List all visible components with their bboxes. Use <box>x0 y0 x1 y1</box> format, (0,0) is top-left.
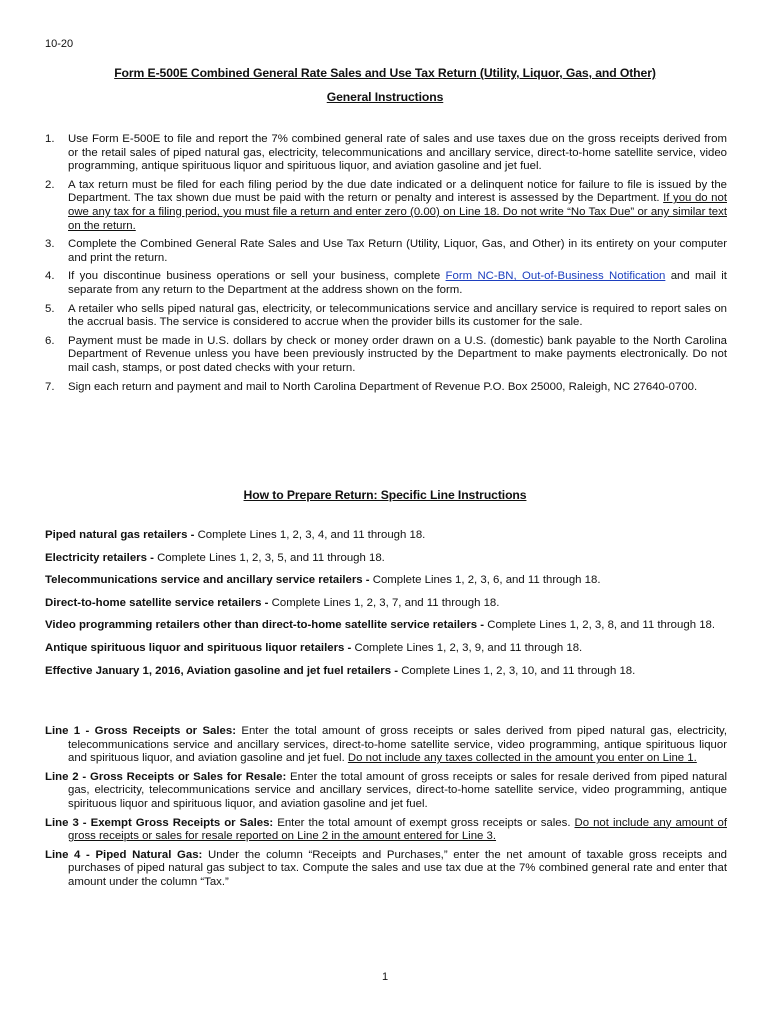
retailer-item <box>45 529 727 543</box>
retailer-text: Complete Lines 1, 2, 3, 10, and 11 through 18. <box>401 664 636 677</box>
item-number: 7. <box>45 380 55 393</box>
item-number: 6. <box>45 334 55 347</box>
item-text: Complete the Combined General Rate Sales and Use Tax Return (Utility, Liquor, Gas, and Other) in its entirety on your computer and print the return. <box>68 238 727 264</box>
retailer-text: Complete Lines 1, 2, 3, 6, and 11 through 18. <box>372 574 601 587</box>
item-text: Use Form E-500E to file and report the 7% combined general rate of sales and use taxes due on the gross receipts derived from or the retail sales of piped natural gas, electricity, telecommunications and ancillary service, direct-to-home satellite service, video programming, antique spirituous liquor and spirituous liquor, and aviation gasoline and jet fuel. <box>68 133 727 173</box>
specific-instructions-heading: How to Prepare Return: Specific Line Instructions <box>243 488 527 502</box>
line-instructions <box>45 725 727 895</box>
item-text: and mail it separate from any return to the Department at the address shown on the form. <box>68 270 727 296</box>
item-text: A tax return must be filed for each filing period by the due date indicated or a delinquent notice for failure to file is issued by the Department. The tax shown due must be paid with the return or penalty and interest is assessed by the Department. <box>68 178 727 205</box>
line-underlined-text: Do not include any amount of gross receipts or sales for resale reported on Line 2 in the amount entered for Line 3. <box>68 816 727 843</box>
instruction-item <box>45 133 727 174</box>
item-number: 4. <box>45 270 55 283</box>
line-label: Line 4 - Piped Natural Gas: <box>45 848 203 861</box>
line-label: Line 2 - Gross Receipts or Sales for Resale: <box>45 770 287 783</box>
retailer-label: Direct-to-home satellite service retailers - <box>45 596 272 609</box>
retailer-label: Effective January 1, 2016, Aviation gasoline and jet fuel retailers - <box>45 664 402 677</box>
form-title: Form E-500E Combined General Rate Sales and Use Tax Return (Utility, Liquor, Gas, and Other) <box>114 66 656 80</box>
line-3-instruction <box>45 817 727 844</box>
line-text: Enter the total amount of gross receipts or sales for resale derived from piped natural gas, electricity, telecommunications service and ancillary services, direct-to-home satellite service, video programming, antique spirituous liquor and spirituous liquor, and aviation gasoline and jet fuel. <box>68 770 727 810</box>
instruction-item <box>45 381 727 395</box>
retailer-label: Piped natural gas retailers - <box>45 529 198 541</box>
retailer-text: Complete Lines 1, 2, 3, 7, and 11 through 18. <box>271 596 500 609</box>
retailer-label: Telecommunications service and ancillary service retailers - <box>45 574 373 587</box>
item-text: A retailer who sells piped natural gas, electricity, or telecommunications service and ancillary service is required to report sales on the accrual basis. The service is considered to accrue when the provider bills its customer for the sale. <box>68 302 727 329</box>
general-instructions-heading: General Instructions <box>326 90 444 104</box>
retailer-list <box>45 529 727 687</box>
item-number: 3. <box>45 238 55 251</box>
line-underlined-text: Do not include any taxes collected in the amount you enter on Line 1. <box>347 752 697 765</box>
item-underlined-text: If you do not owe any tax for a filing period, you must file a return and enter zero (0.00) on Line 18. Do not write “No Tax Due” or any similar text on the return. <box>68 192 727 232</box>
retailer-item <box>45 552 727 566</box>
item-number: 5. <box>45 302 55 315</box>
instruction-item <box>45 238 727 265</box>
retailer-item <box>45 619 727 633</box>
retailer-text: Complete Lines 1, 2, 3, 4, and 11 through 18. <box>197 529 426 541</box>
line-text: Under the column “Receipts and Purchases,” enter the net amount of taxable gross receipts and purchases of piped natural gas subject to tax. Compute the sales and use tax due at the 7% combined general rate and enter that amount under the column “Tax.” <box>68 848 727 888</box>
instruction-item <box>45 335 727 376</box>
retailer-text: Complete Lines 1, 2, 3, 9, and 11 through 18. <box>354 641 583 654</box>
retailer-text: Complete Lines 1, 2, 3, 8, and 11 through 18. <box>487 619 716 632</box>
line-text: Enter the total amount of exempt gross receipts or sales. <box>273 816 575 829</box>
item-number: 2. <box>45 178 55 191</box>
item-text: Payment must be made in U.S. dollars by check or money order drawn on a U.S. (domestic) bank payable to the North Carolina Department of Revenue unless you have been previously instructed by the Department to make payments electronically. Do not mail cash, stamps, or post dated checks with your return. <box>68 334 727 374</box>
general-instructions-list <box>45 133 727 399</box>
instruction-item <box>45 270 727 297</box>
line-4-instruction <box>45 849 727 890</box>
item-text: If you discontinue business operations or sell your business, complete <box>68 270 446 283</box>
instruction-item <box>45 179 727 233</box>
retailer-item <box>45 665 727 679</box>
line-label: Line 1 - Gross Receipts or Sales: <box>45 725 237 737</box>
item-number: 1. <box>45 133 55 145</box>
instruction-item <box>45 303 727 330</box>
retailer-label: Video programming retailers other than direct-to-home satellite service retailers - <box>45 619 488 632</box>
page-number: 1 <box>381 971 389 983</box>
item-text: Sign each return and payment and mail to North Carolina Department of Revenue P.O. Box 25000, Raleigh, NC 27640-0700. <box>68 380 698 393</box>
revision-date: 10-20 <box>45 38 74 50</box>
line-2-instruction <box>45 771 727 812</box>
retailer-text: Complete Lines 1, 2, 3, 5, and 11 through 18. <box>157 551 385 564</box>
line-label: Line 3 - Exempt Gross Receipts or Sales: <box>45 816 274 829</box>
nc-bn-form-link[interactable]: Form NC-BN, Out-of-Business Notification <box>445 270 666 283</box>
retailer-item <box>45 642 727 656</box>
retailer-label: Electricity retailers - <box>45 551 158 564</box>
retailer-item <box>45 574 727 588</box>
line-1-instruction <box>45 725 727 766</box>
retailer-item <box>45 597 727 611</box>
retailer-label: Antique spirituous liquor and spirituous liquor retailers - <box>45 641 355 654</box>
line-text: Enter the total amount of gross receipts or sales derived from piped natural gas, electricity, telecommunications service and ancillary services, direct-to-home satellite service, video programming, antique spirituous liquor and spirituous liquor, and aviation gasoline and jet fuel. <box>68 725 727 765</box>
